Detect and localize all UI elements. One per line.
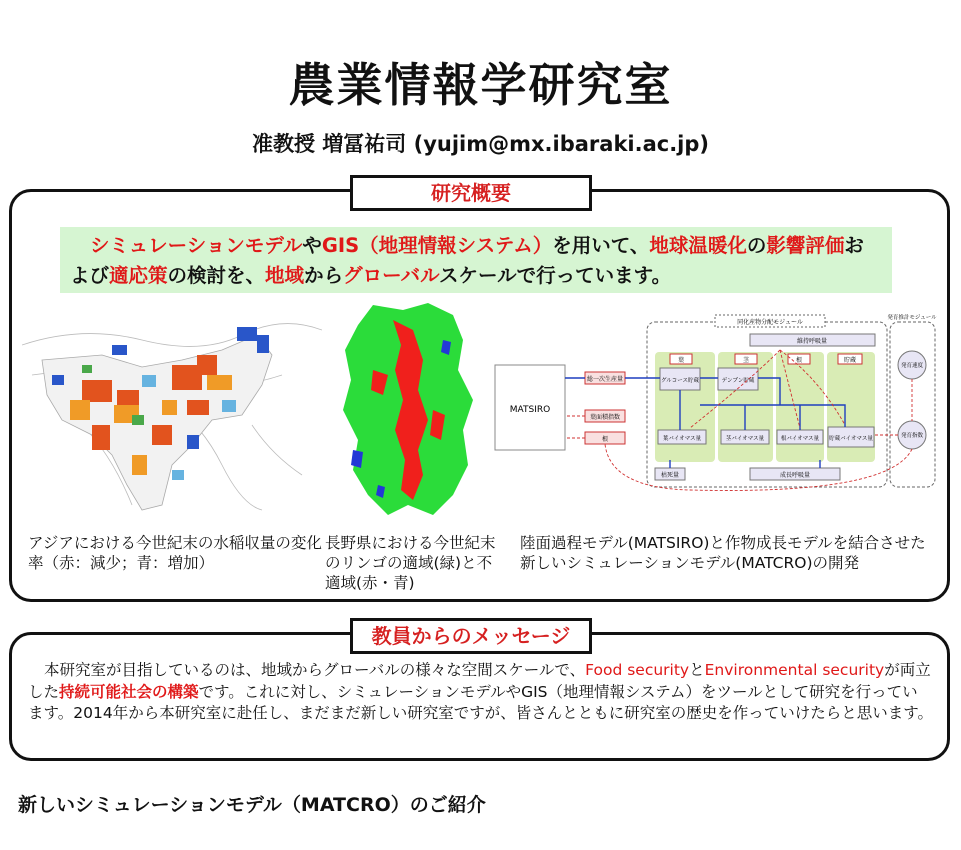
message-part: と xyxy=(689,661,705,679)
faculty-message-label: 教員からのメッセージ xyxy=(350,618,592,654)
summary-part: GIS（地理情報システム） xyxy=(321,234,553,257)
svg-text:発育指数: 発育指数 xyxy=(900,433,924,439)
page-title: 農業情報学研究室 xyxy=(288,58,673,112)
asia-rice-yield-map xyxy=(22,305,322,520)
svg-text:成長呼吸量: 成長呼吸量 xyxy=(779,472,811,479)
svg-text:根: 根 xyxy=(601,436,609,443)
matsiro-label: MATSIRO xyxy=(509,405,551,415)
svg-text:総一次生産量: 総一次生産量 xyxy=(586,376,624,383)
svg-text:維持呼吸量: 維持呼吸量 xyxy=(796,338,828,345)
summary-part: グローバル xyxy=(343,264,440,287)
summary-part: シミュレーションモデル xyxy=(90,234,303,257)
matcro-intro-heading: 新しいシミュレーションモデル（MATCRO）のご紹介 xyxy=(18,794,486,816)
summary-part: や xyxy=(302,234,322,257)
summary-part: 影響評価 xyxy=(766,234,845,257)
svg-text:茎: 茎 xyxy=(742,357,750,364)
research-summary xyxy=(60,227,892,293)
svg-text:貯蔵バイオマス量: 貯蔵バイオマス量 xyxy=(829,436,873,442)
research-overview-label: 研究概要 xyxy=(350,175,592,211)
svg-text:発育推計モジュール: 発育推計モジュール xyxy=(887,315,937,321)
svg-text:枯死量: 枯死量 xyxy=(660,472,680,479)
svg-text:グルコース貯蔵: グルコース貯蔵 xyxy=(660,378,700,384)
summary-part: から xyxy=(304,264,344,287)
summary-part: を用いて、 xyxy=(552,234,650,257)
summary-part: 地域 xyxy=(265,264,305,287)
message-part: Environmental security xyxy=(704,661,885,679)
message-part: Food security xyxy=(585,661,690,679)
summary-part: の検討を、 xyxy=(167,264,266,287)
asia-map-caption: アジアにおける今世紀末の水稲収量の変化率（赤：減少；青：増加） xyxy=(28,534,322,572)
svg-text:貯蔵: 貯蔵 xyxy=(843,357,857,364)
svg-text:茎バイオマス量: 茎バイオマス量 xyxy=(725,436,765,442)
matcro-model-diagram xyxy=(490,310,940,500)
svg-text:葉: 葉 xyxy=(677,357,685,364)
svg-text:根バイオマス量: 根バイオマス量 xyxy=(780,436,820,442)
faculty-message-text xyxy=(28,660,933,725)
summary-part: 適応策 xyxy=(109,264,168,287)
summary-part: の xyxy=(746,234,767,257)
summary-part: および xyxy=(70,234,864,287)
message-part: 持続可能社会の構築 xyxy=(59,682,199,701)
message-part: が両立した xyxy=(28,661,931,701)
model-diagram-caption: 陸面過程モデル(MATSIRO)と作物成長モデルを結合させた新しいシミュレーションモデル(MATCRO)の開発 xyxy=(520,534,926,572)
summary-part: 地球温暖化 xyxy=(649,234,747,257)
nagano-apple-suitability-map xyxy=(333,300,483,520)
svg-text:葉面積指数: 葉面積指数 xyxy=(589,414,621,421)
svg-text:根: 根 xyxy=(795,357,803,364)
svg-text:葉バイオマス量: 葉バイオマス量 xyxy=(662,436,702,442)
summary-part: スケールで行っています。 xyxy=(439,264,672,287)
author-line: 准教授 増冨祐司 (yujim@mx.ibaraki.ac.jp) xyxy=(251,132,710,156)
svg-text:デンプン貯蔵: デンプン貯蔵 xyxy=(721,378,755,384)
svg-text:発育速度: 発育速度 xyxy=(900,363,924,369)
message-part: 本研究室が目指しているのは、地域からグローバルの様々な空間スケールで、 xyxy=(44,661,586,679)
svg-text:同化産物分配モジュール: 同化産物分配モジュール xyxy=(737,319,803,326)
nagano-map-caption: 長野県における今世紀末のリンゴの適域(緑)と不適域(赤・青) xyxy=(325,534,496,592)
message-part: です。これに対し、シミュレーションモデルやGIS（地理情報システム）をツールとして研究を行っています。2014年から本研究室に赴任し、まだまだ新しい研究室ですが、皆さんとともに研究室の歴史を作っていけたらと思います。 xyxy=(28,682,933,722)
